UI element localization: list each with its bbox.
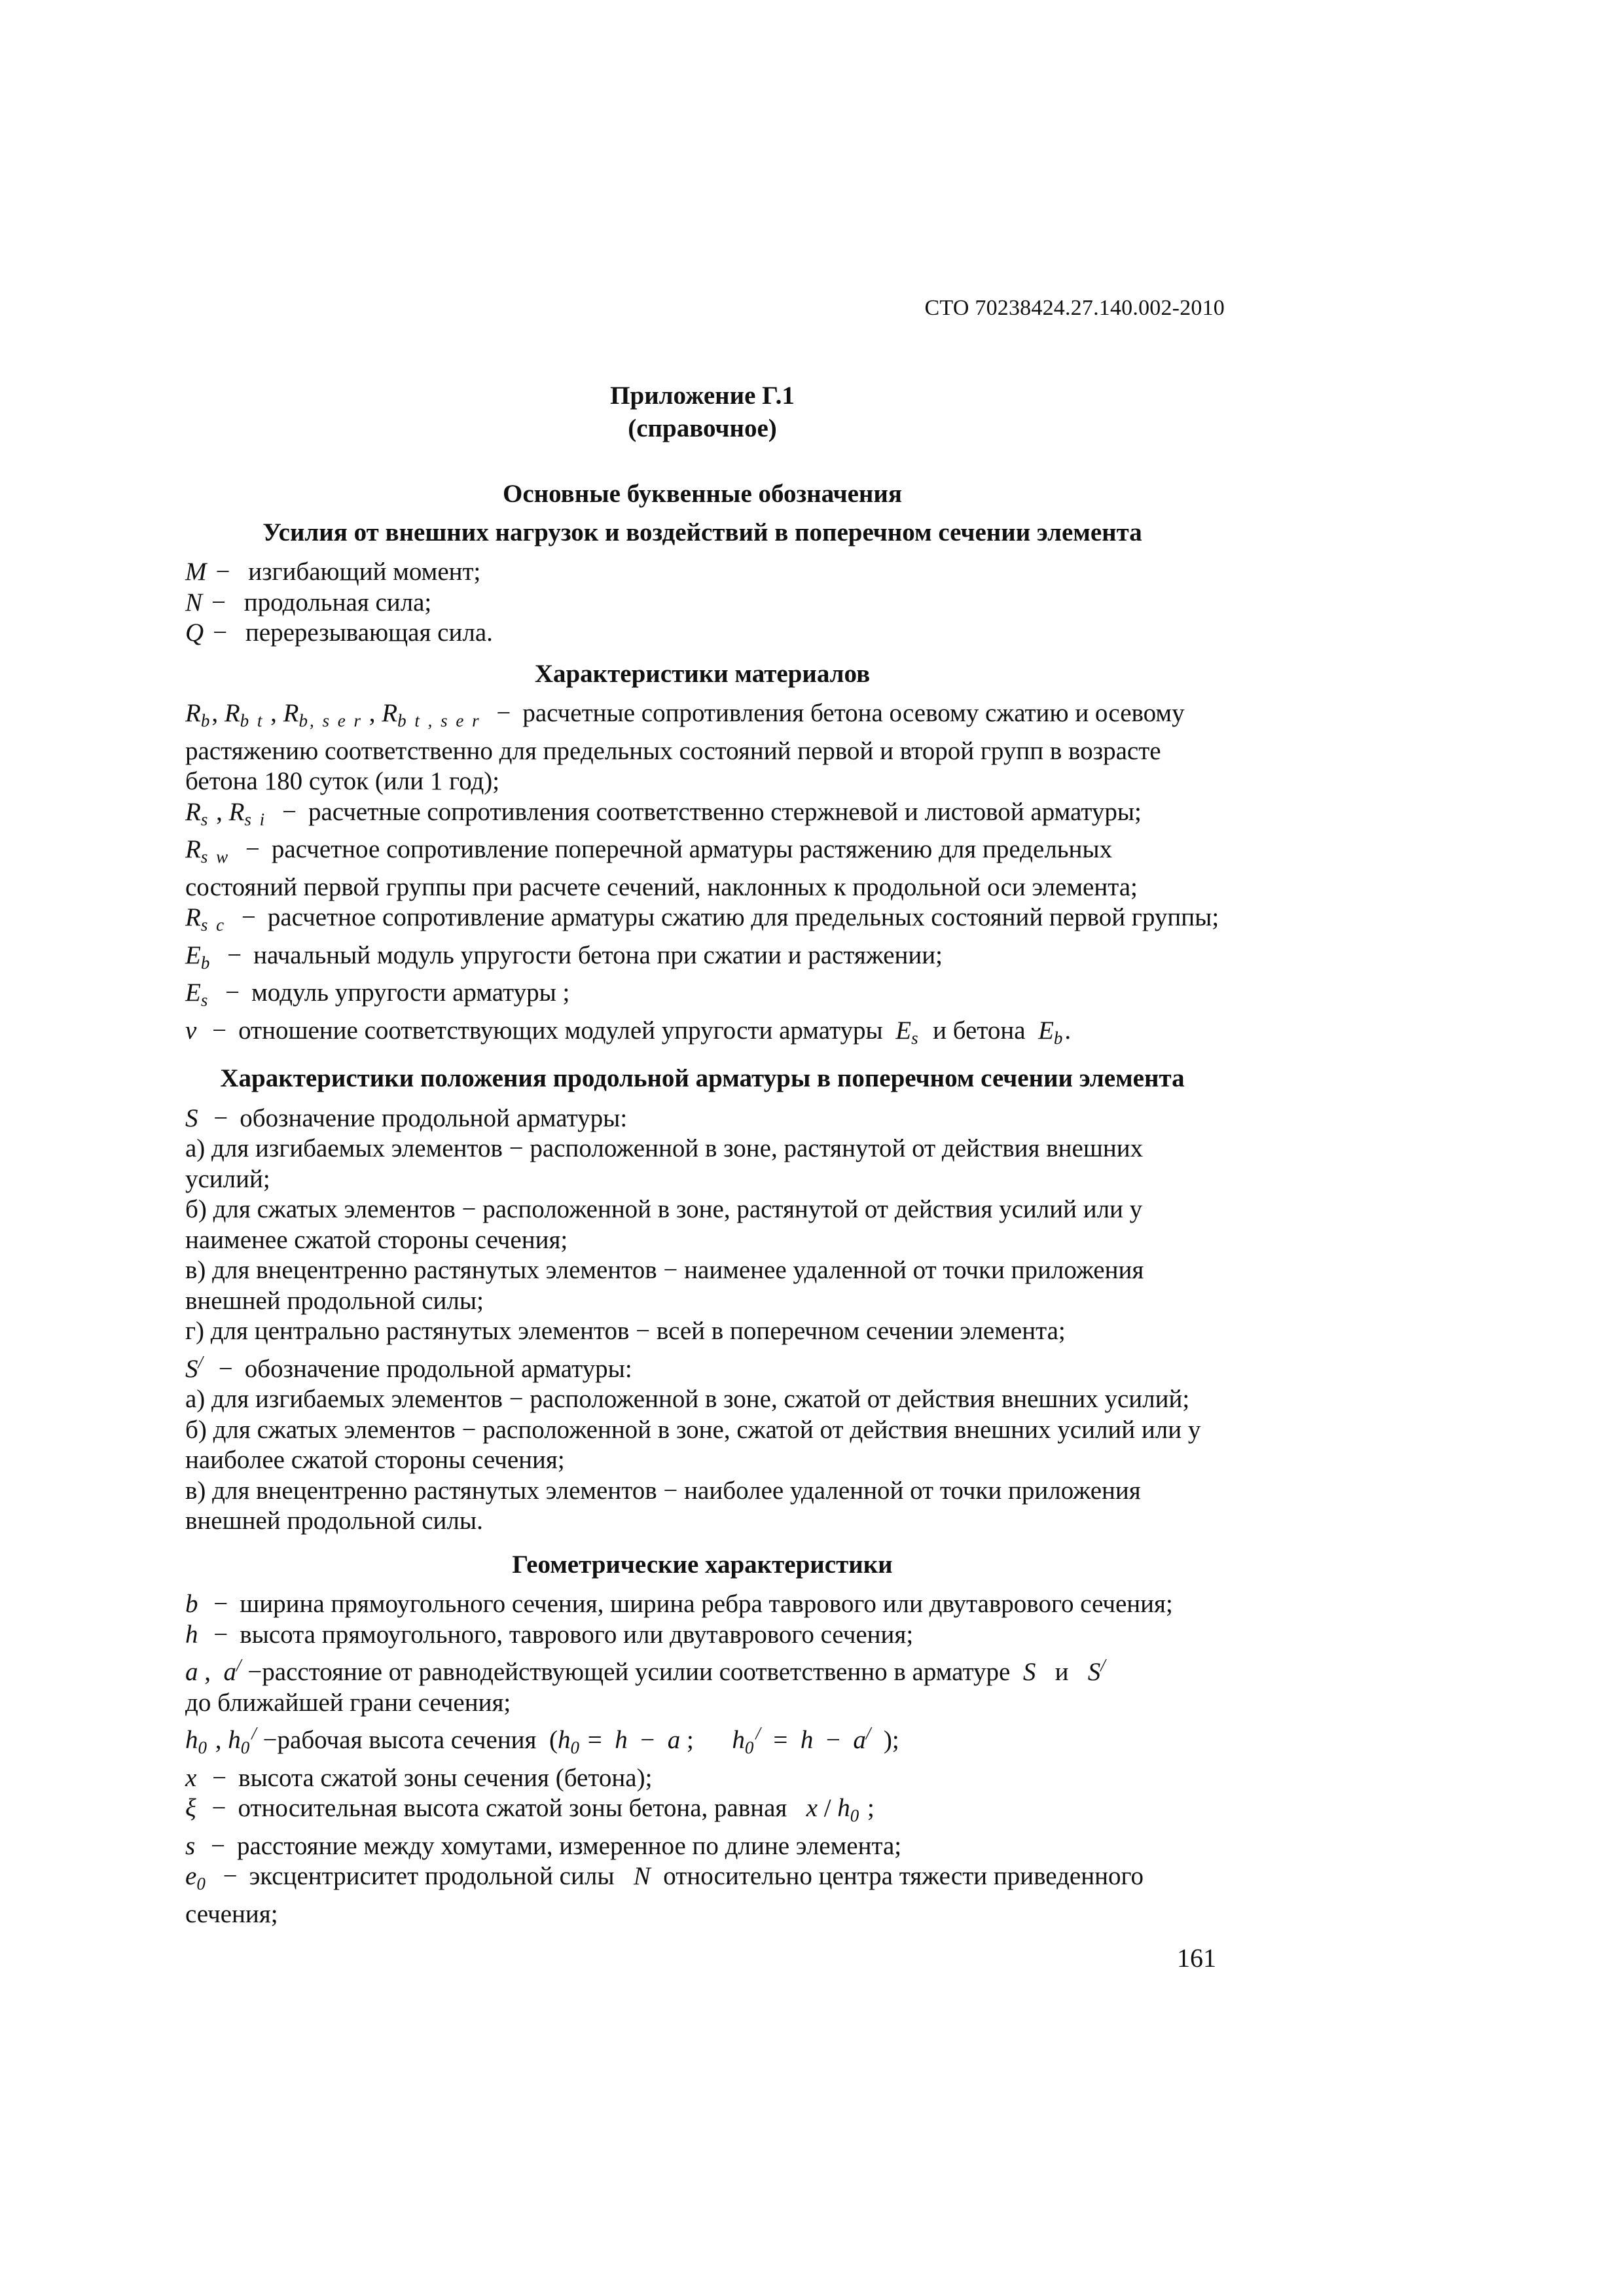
text-S: обозначение продольной арматуры: xyxy=(240,1103,628,1132)
item-S-prime: S/ − обозначение продольной арматуры: xyxy=(185,1352,632,1383)
text-a2: до ближайшей грани сечения; xyxy=(185,1688,511,1717)
item-Rs: $R_s$ , $R_{s i}$ − расчетные сопротивления соответственно стержневой и листовой арматуры; xyxy=(185,797,1142,829)
list-item: б) для сжатых элементов − расположенной в зоне, растянутой от действия усилий или у наименее сжатой стороны сечения; xyxy=(185,1195,1143,1254)
text-x: высота сжатой зоны сечения (бетона); xyxy=(238,1763,653,1792)
item-e0: $e_0$ − эксцентриситет продольной силы N относительно центра тяжести приведенного сечения; xyxy=(185,1862,1144,1928)
section-heading-materials: Характеристики материалов xyxy=(534,659,871,688)
item-b: b − ширина прямоугольного сечения, ширина ребра таврового или двутаврового сечения; xyxy=(185,1590,1173,1618)
page-title: Основные буквенные обозначения xyxy=(503,480,902,508)
item-h: h − высота прямоугольного, таврового или двутаврового сечения; xyxy=(185,1620,914,1649)
item-M: M − изгибающий момент; xyxy=(185,558,481,586)
list-item: а) для изгибаемых элементов − расположенной в зоне, сжатой от действия внешних усилий; xyxy=(185,1385,1190,1413)
item-nu: ν − отношение соответствующих модулей упругости арматуры $E_s$ и бетона $E_b$. xyxy=(185,1016,1072,1048)
text-S-prime: обозначение продольной арматуры: xyxy=(244,1354,632,1383)
text-e0-2: относительно центра тяжести приведенного сечения; xyxy=(185,1862,1144,1928)
appendix-line2: (справочное) xyxy=(628,414,777,442)
symbol-xi: ξ xyxy=(185,1794,196,1822)
symbol-N: N xyxy=(185,588,203,617)
text-N: продольная сила; xyxy=(244,588,432,617)
list-item: а) для изгибаемых элементов − расположенной в зоне, растянутой от действия внешних усилий; xyxy=(185,1134,1144,1193)
list-item: в) для внецентренно растянутых элементов − наименее удаленной от точки приложения внешней продольной силы; xyxy=(185,1256,1144,1315)
item-Q: Q − перерезывающая сила. xyxy=(185,619,493,647)
text-h0: рабочая высота сечения xyxy=(277,1726,537,1754)
symbol-nu: ν xyxy=(185,1016,197,1045)
item-Eb: $E_b$ − начальный модуль упругости бетона при сжатии и растяжении; xyxy=(185,941,943,973)
item-Rsw: $R_{s w}$ − расчетное сопротивление поперечной арматуры растяжению для предельных состояний первой группы при расчете сечений, наклонных к продольной оси элемента; xyxy=(185,835,1138,901)
section-heading-forces: Усилия от внешних нагрузок и воздействий в поперечном сечении элемента xyxy=(262,518,1142,547)
item-Rsc: $R_{s c}$ − расчетное сопротивление арматуры сжатию для предельных состояний первой группы; xyxy=(185,903,1219,935)
text-M: изгибающий момент; xyxy=(248,558,481,586)
text-b: ширина прямоугольного сечения, ширина ребра таврового или двутаврового сечения; xyxy=(240,1590,1173,1618)
item-a: a , a/ −расстояние от равнодействующей усилии соответственно в арматуре S и S/ до ближайшей грани сечения; xyxy=(185,1655,1106,1717)
text-Rs: расчетные сопротивления соответственно стержневой и листовой арматуры; xyxy=(308,797,1142,826)
list-item: г) для центрально растянутых элементов − всей в поперечном сечении элемента; xyxy=(185,1317,1066,1345)
item-x: x − высота сжатой зоны сечения (бетона); xyxy=(185,1763,653,1792)
text-nu-and: и бетона xyxy=(933,1016,1026,1045)
page-content xyxy=(185,380,1219,1929)
list-item: в) для внецентренно растянутых элементов − наиболее удаленной от точки приложения внешней продольной силы. xyxy=(185,1476,1141,1535)
section-heading-geometry: Геометрические характеристики xyxy=(512,1550,893,1579)
text-Q: перерезывающая сила. xyxy=(245,619,493,647)
item-s: s − расстояние между хомутами, измеренное по длине элемента; xyxy=(185,1831,902,1860)
symbol-Q: Q xyxy=(185,619,204,647)
item-Es: $E_s$ − модуль упругости арматуры ; xyxy=(185,978,570,1010)
document-code: СТО 70238424.27.140.002-2010 xyxy=(924,296,1225,320)
text-Rsc: расчетное сопротивление арматуры сжатию для предельных состояний первой группы; xyxy=(267,903,1219,931)
text-Eb: начальный модуль упругости бетона при сжатии и растяжении; xyxy=(253,941,943,969)
list-item: б) для сжатых элементов − расположенной в зоне, сжатой от действия внешних усилий или у наиболее сжатой стороны сечения; xyxy=(185,1415,1201,1474)
appendix-line1: Приложение Г.1 xyxy=(610,382,795,410)
section-heading-reinforcement: Характеристики положения продольной арматуры в поперечном сечении элемента xyxy=(220,1064,1185,1092)
text-e0: эксцентриситет продольной силы xyxy=(249,1862,615,1890)
text-a: расстояние от равнодействующей усилии соответственно в арматуре xyxy=(262,1658,1011,1686)
symbol-M: M xyxy=(185,558,207,586)
item-Rb: $R_b$, $R_{b t}$ , $R_{b, s e r}$ , $R_{b t , s e r}$ − расчетные сопротивления бетона осевому сжатию и осевому растяжению соответственно для предельных состояний первой и второй групп в возрасте бетона 180 суток (или 1 год); xyxy=(185,699,1185,795)
text-xi: относительная высота сжатой зоны бетона, равная xyxy=(238,1794,787,1822)
item-xi: ξ − относительная высота сжатой зоны бетона, равная x / $h_0$ ; xyxy=(185,1794,875,1825)
page-number: 161 xyxy=(1177,1943,1216,1973)
item-S: S − обозначение продольной арматуры: xyxy=(185,1103,628,1132)
item-N: N − продольная сила; xyxy=(185,588,432,617)
text-Rsw: расчетное сопротивление поперечной арматуры растяжению для предельных состояний первой группы при расчете сечений, наклонных к продольной оси элемента; xyxy=(185,835,1138,901)
text-s: расстояние между хомутами, измеренное по длине элемента; xyxy=(236,1831,902,1860)
symbol-s: s xyxy=(185,1831,196,1860)
text-h: высота прямоугольного, таврового или двутаврового сечения; xyxy=(240,1620,914,1649)
text-Rb: расчетные сопротивления бетона осевому сжатию и осевому растяжению соответственно для предельных состояний первой и второй групп в возрасте бетона 180 суток (или 1 год); xyxy=(185,699,1185,795)
item-h0: $h_0$ , $h_0^/$ −рабочая высота сечения ($h_0 = h - a$ ; $h_0^/ = h - a^/$ ); xyxy=(185,1723,899,1757)
text-nu: отношение соответствующих модулей упругости арматуры xyxy=(238,1016,883,1045)
text-Es: модуль упругости арматуры ; xyxy=(251,978,570,1007)
